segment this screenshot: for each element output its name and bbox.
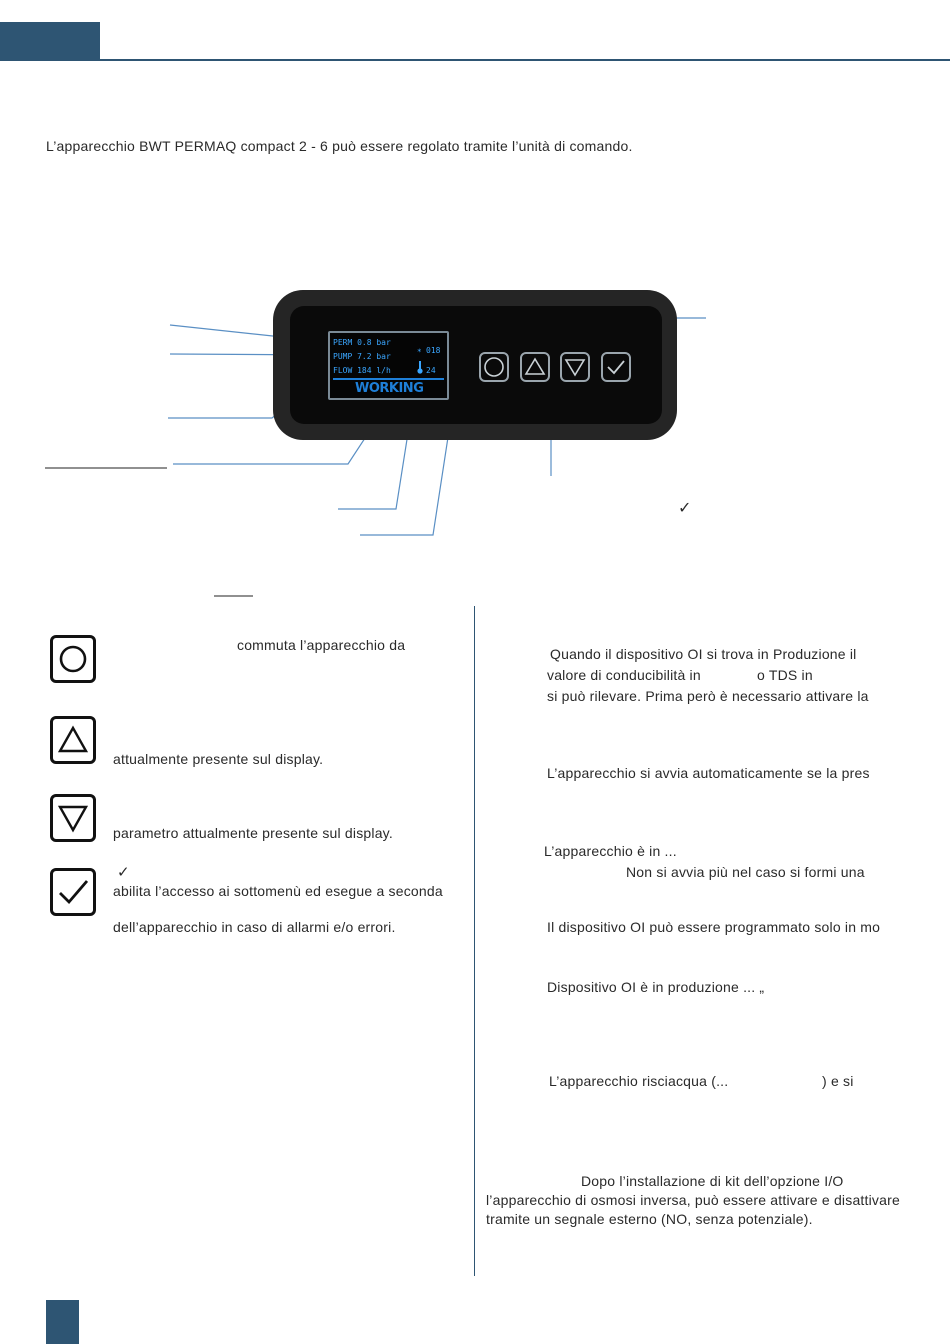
lcd-temperature: 24 xyxy=(426,366,436,375)
panel-confirm-button[interactable] xyxy=(601,352,631,382)
confirm-checkmark-glyph: ✓ xyxy=(117,864,130,881)
confirm-button-text-1: abilita l’accesso ai sottomenù ed esegue a seconda xyxy=(113,883,443,899)
triangle-up-icon xyxy=(53,719,93,761)
rinse-text-b: ) e si xyxy=(822,1073,854,1089)
io-option-line-1: Dopo l’installazione di kit dell’opzione I/O xyxy=(581,1173,844,1189)
circle-icon xyxy=(481,354,507,380)
confirm-button-illustration xyxy=(50,868,96,916)
state-text-line-2: Non si avvia più nel caso si formi una xyxy=(626,864,865,880)
lcd-conductivity: 018 xyxy=(426,346,441,355)
io-option-line-3: tramite un segnale esterno (NO, senza potenziale). xyxy=(486,1211,813,1227)
lcd-divider xyxy=(333,378,444,380)
lcd-row-pump: PUMP 7.2 bar xyxy=(333,352,391,361)
down-button-illustration xyxy=(50,794,96,842)
auto-start-text: L’apparecchio si avvia automaticamente se la pres xyxy=(547,765,870,781)
intro-text: L’apparecchio BWT PERMAQ compact 2 - 6 può essere regolato tramite l’unità di comando. xyxy=(46,138,633,154)
lcd-row-perm: PERM 0.8 bar xyxy=(333,338,391,347)
circle-icon xyxy=(53,638,93,680)
circle-button-text: commuta l’apparecchio da xyxy=(237,637,406,653)
panel-up-button[interactable] xyxy=(520,352,550,382)
column-divider xyxy=(474,606,475,1276)
production-text-line-2b: o TDS in xyxy=(757,667,813,683)
lcd-status: WORKING xyxy=(355,381,424,396)
production-text-line-2a: valore di conducibilità in xyxy=(547,667,701,683)
panel-down-button[interactable] xyxy=(560,352,590,382)
down-button-text: parametro attualmente presente sul display. xyxy=(113,825,393,841)
circle-button-illustration xyxy=(50,635,96,683)
checkmark-icon xyxy=(603,354,629,380)
io-option-line-2: l’apparecchio di osmosi inversa, può essere attivare e disattivare xyxy=(486,1192,900,1208)
production-text-line-1: Quando il dispositivo OI si trova in Produzione il xyxy=(550,646,857,662)
triangle-up-icon xyxy=(522,354,548,380)
up-button-text: attualmente presente sul display. xyxy=(113,751,324,767)
up-button-illustration xyxy=(50,716,96,764)
triangle-down-icon xyxy=(53,797,93,839)
production-status-text: Dispositivo OI è in produzione ... „ xyxy=(547,979,765,995)
checkmark-note: ✓ xyxy=(678,500,692,517)
footer-tab xyxy=(46,1300,79,1344)
lcd-row-flow: FLOW 184 l/h xyxy=(333,366,391,375)
confirm-button-text-2: dell’apparecchio in caso di allarmi e/o errori. xyxy=(113,919,396,935)
program-text: Il dispositivo OI può essere programmato solo in mo xyxy=(547,919,881,935)
triangle-down-icon xyxy=(562,354,588,380)
checkmark-icon xyxy=(53,871,93,913)
state-text-line-1: L’apparecchio è in ... xyxy=(544,843,677,859)
thermometer-icon xyxy=(416,361,424,374)
panel-circle-button[interactable] xyxy=(479,352,509,382)
production-text-line-3: si può rilevare. Prima però è necessario attivare la xyxy=(547,688,869,704)
rinse-text-a: L’apparecchio risciacqua (... xyxy=(549,1073,729,1089)
lcd-conductivity-icon: ∗ xyxy=(417,346,422,355)
